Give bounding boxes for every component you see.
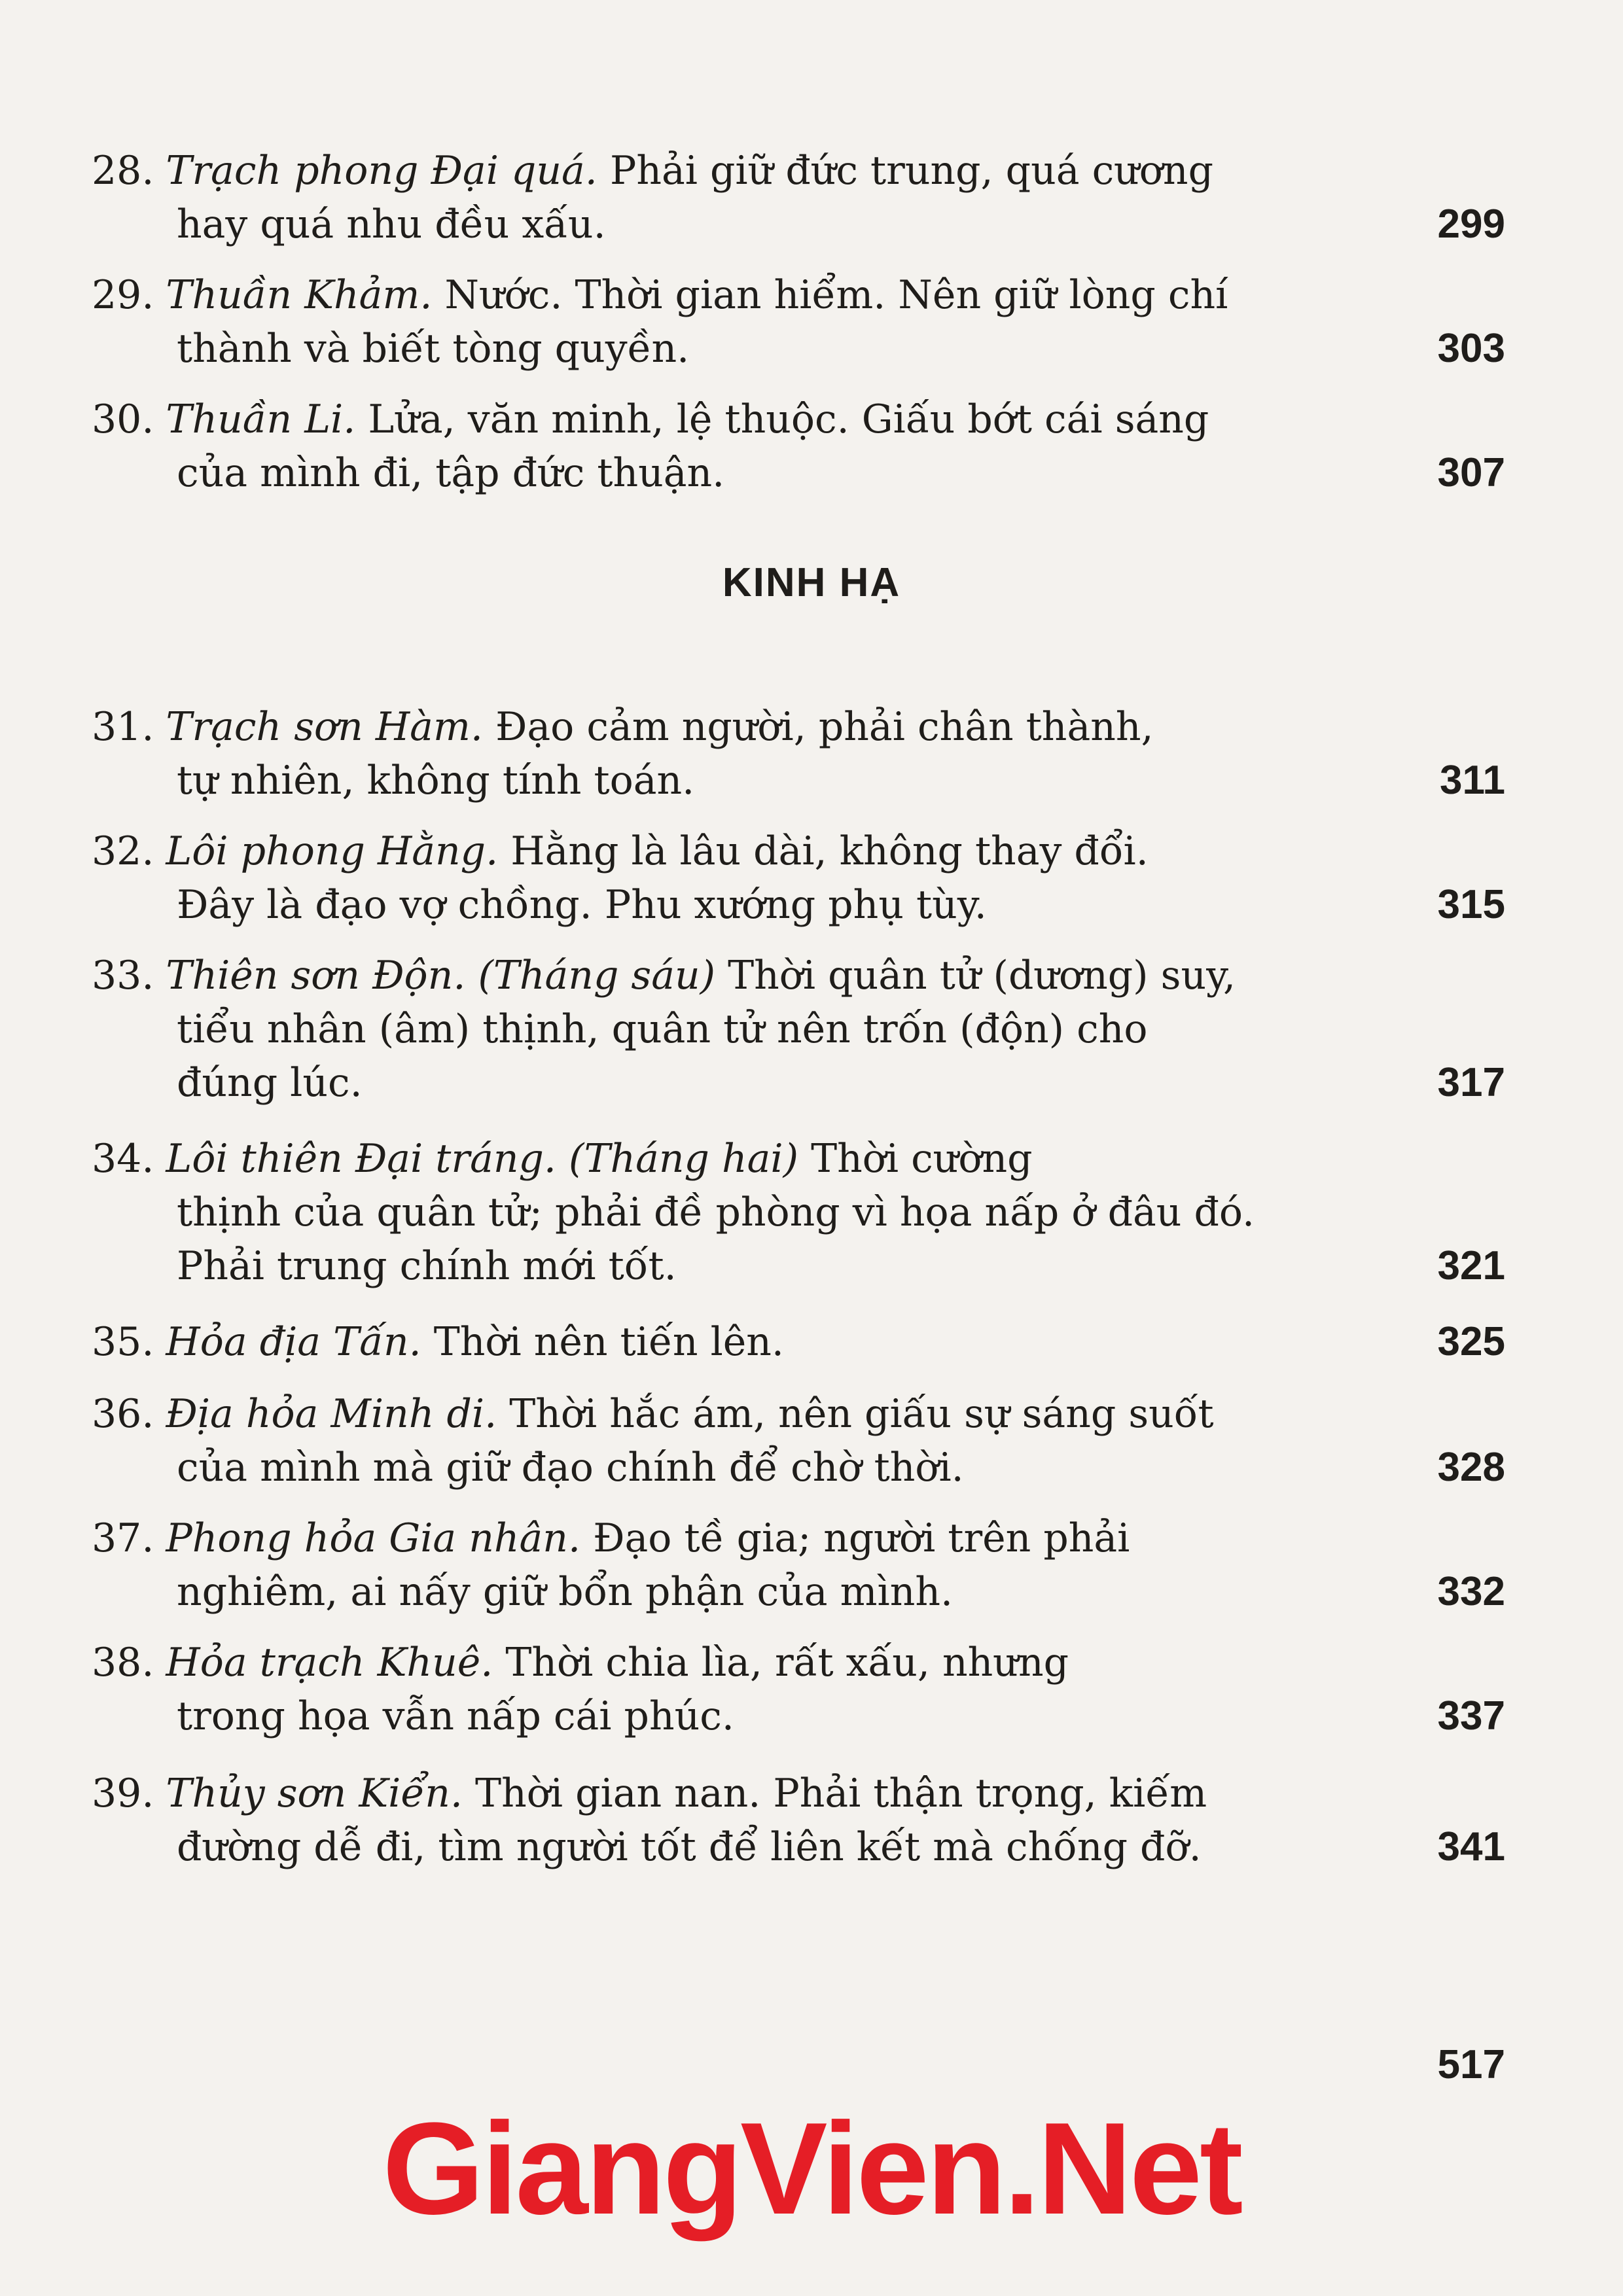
toc-entry-34: [92, 1132, 1505, 1293]
entry-number: 31.: [92, 704, 154, 750]
entry-first-line: [92, 1387, 1505, 1441]
entry-title: Lôi phong Hằng.: [166, 828, 499, 874]
entry-description: Thời hắc ám, nên giấu sự sáng suốt: [509, 1391, 1214, 1437]
toc-entry-36: [92, 1387, 1505, 1494]
entry-page-number: 321: [1437, 1243, 1505, 1288]
entry-number: 35.: [92, 1319, 154, 1365]
entry-page-number: 307: [1437, 450, 1505, 495]
entry-page-number: 328: [1437, 1445, 1505, 1490]
entry-first-line: [92, 1132, 1505, 1186]
entry-page-number: 299: [1437, 202, 1505, 247]
entry-description: Thời gian nan. Phải thận trọng, kiếm: [475, 1771, 1207, 1816]
entry-description: Thời cường: [811, 1136, 1033, 1182]
toc-entry-30: [92, 393, 1505, 500]
entry-title: Lôi thiên Đại tráng. (Tháng hai): [166, 1136, 799, 1182]
entry-first-line: [92, 1636, 1505, 1689]
entry-title: Thủy sơn Kiển.: [166, 1771, 463, 1816]
entry-description: Đạo cảm người, phải chân thành,: [495, 704, 1154, 750]
toc-entry-32: [92, 824, 1505, 932]
entry-number: 39.: [92, 1771, 154, 1816]
entry-continuation-line: đường dễ đi, tìm người tốt để liên kết mà chống đỡ. 341: [92, 1820, 1505, 1874]
toc-entry-37: [92, 1511, 1505, 1619]
toc-entry-38: [92, 1636, 1505, 1743]
entry-first-line: [92, 949, 1505, 1002]
entry-number: 37.: [92, 1515, 154, 1561]
watermark-logo: GiangVien.Net: [382, 2096, 1241, 2242]
entry-continuation-line: Đây là đạo vợ chồng. Phu xướng phụ tùy. 315: [92, 878, 1505, 932]
entry-title: Thiên sơn Độn. (Tháng sáu): [166, 953, 716, 998]
entry-continuation-line: tiểu nhân (âm) thịnh, quân tử nên trốn (độn) cho: [177, 1006, 1148, 1052]
entry-description: Thời nên tiến lên.: [433, 1319, 784, 1365]
entry-number: 34.: [92, 1136, 154, 1182]
entry-continuation-line: Phải trung chính mới tốt. 321: [92, 1239, 1505, 1293]
entry-page-number: 337: [1437, 1693, 1505, 1739]
entry-description: Thời quân tử (dương) suy,: [728, 953, 1236, 998]
entry-number: 32.: [92, 828, 154, 874]
entry-number: 30.: [92, 397, 154, 442]
entry-first-line: [92, 144, 1505, 198]
entry-number: 38.: [92, 1640, 154, 1686]
entry-first-line: [92, 268, 1505, 322]
entry-first-line: [92, 824, 1505, 878]
entry-title: Phong hỏa Gia nhân.: [166, 1515, 581, 1561]
entry-description: Hằng là lâu dài, không thay đổi.: [510, 828, 1149, 874]
page-number: 517: [1437, 2042, 1505, 2087]
entry-title: Trạch sơn Hàm.: [166, 704, 483, 750]
entry-continuation-line: thành và biết tòng quyền. 303: [92, 322, 1505, 376]
entry-page-number: 315: [1437, 882, 1505, 927]
entry-continuation-line: trong họa vẫn nấp cái phúc. 337: [92, 1689, 1505, 1743]
entry-continuation-line: hay quá nhu đều xấu. 299: [92, 198, 1505, 251]
section-heading: KINH HẠ: [722, 560, 901, 605]
entry-continuation-line: nghiêm, ai nấy giữ bổn phận của mình. 332: [92, 1565, 1505, 1619]
entry-number: 28.: [92, 148, 154, 194]
entry-title: Hỏa địa Tấn.: [166, 1319, 421, 1365]
entry-description: Phải giữ đức trung, quá cương: [609, 148, 1213, 194]
entry-page-number: 341: [1437, 1824, 1505, 1869]
entry-page-number: 303: [1437, 326, 1505, 371]
toc-entry-39: [92, 1767, 1505, 1874]
entry-title: Trạch phong Đại quá.: [166, 148, 597, 194]
entry-number: 33.: [92, 953, 154, 998]
entry-title: Địa hỏa Minh di.: [166, 1391, 497, 1437]
entry-description: Đạo tề gia; người trên phải: [593, 1515, 1130, 1561]
toc-entry-33: [92, 949, 1505, 1110]
entry-description: Lửa, văn minh, lệ thuộc. Giấu bớt cái sáng: [368, 397, 1209, 442]
entry-description: Nước. Thời gian hiểm. Nên giữ lòng chí: [444, 272, 1228, 318]
entry-page-number: 325: [1437, 1319, 1505, 1364]
entry-number: 29.: [92, 272, 154, 318]
toc-entry-28: [92, 144, 1505, 251]
entry-first-line: [92, 1767, 1505, 1820]
entry-description: Thời chia lìa, rất xấu, nhưng: [505, 1640, 1069, 1686]
entry-continuation-line: của mình mà giữ đạo chính để chờ thời. 328: [92, 1441, 1505, 1494]
entry-title: Hỏa trạch Khuê.: [166, 1640, 493, 1686]
entry-first-line: [92, 700, 1505, 754]
entry-continuation-line: tự nhiên, không tính toán. 311: [92, 754, 1505, 807]
entry-number: 36.: [92, 1391, 154, 1437]
toc-entry-35: [92, 1315, 1505, 1369]
entry-first-line: [92, 1511, 1505, 1565]
entry-continuation-line: của mình đi, tập đức thuận. 307: [92, 446, 1505, 500]
entry-page-number: 311: [1439, 758, 1505, 803]
entry-page-number: 317: [1437, 1060, 1505, 1105]
entry-first-line: [92, 393, 1505, 446]
toc-entry-29: [92, 268, 1505, 376]
entry-page-number: 332: [1437, 1569, 1505, 1614]
entry-title: Thuần Li.: [166, 397, 356, 442]
entry-continuation-line: thịnh của quân tử; phải đề phòng vì họa nấp ở đâu đó.: [177, 1190, 1255, 1235]
toc-entry-31: [92, 700, 1505, 807]
entry-continuation-line: đúng lúc. 317: [92, 1056, 1505, 1110]
entry-title: Thuần Khảm.: [166, 272, 433, 318]
entry-first-line: [92, 1315, 1505, 1369]
